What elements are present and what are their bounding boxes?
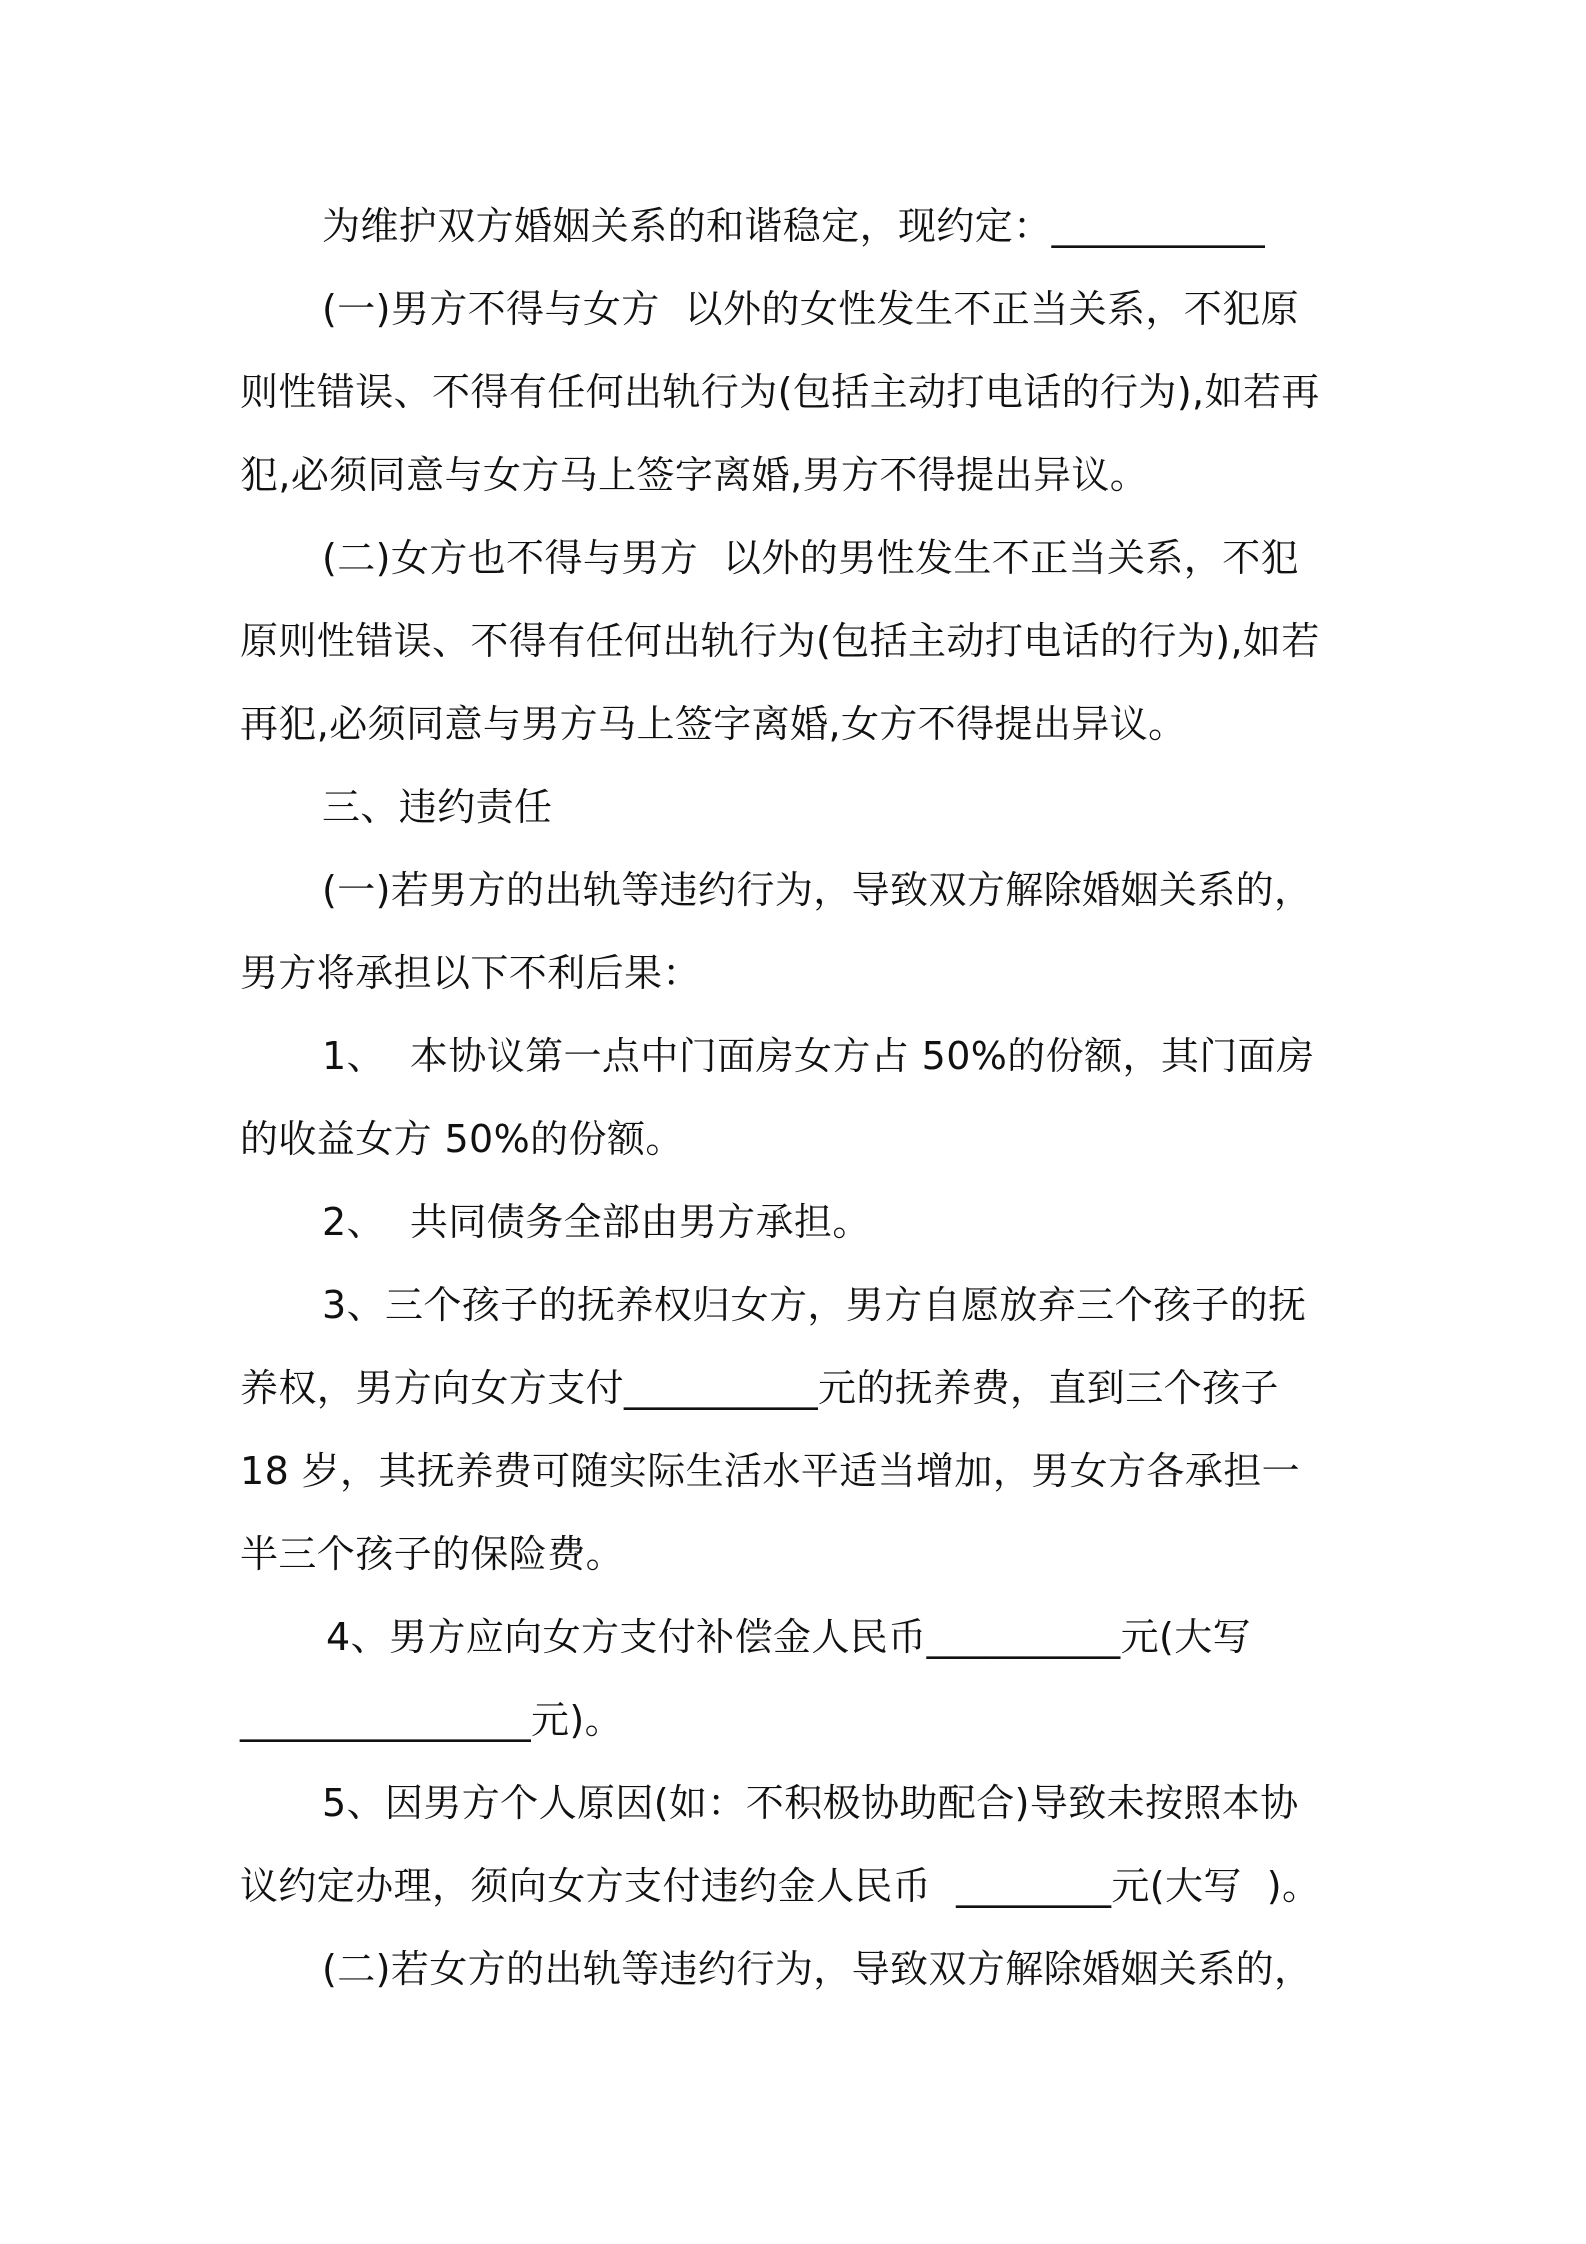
clause-1-line-3: 犯,必须同意与女方马上签字离婚,男方不得提出异议。 [240,453,1149,497]
item-1-line-1: 1、 本协议第一点中门面房女方占 50%的份额，其门面房 [322,1034,1315,1078]
item-4-line-2: _______________元)。 [240,1698,624,1742]
item-1-line-2: 的收益女方 50%的份额。 [240,1117,684,1161]
clause-1-line-2: 则性错误、不得有任何出轨行为(包括主动打电话的行为),如若再 [240,370,1320,414]
clause-1-line-1: (一)男方不得与女方 以外的女性发生不正当关系，不犯原 [322,287,1300,331]
clause-2-line-1: (二)女方也不得与男方 以外的男性发生不正当关系，不犯 [322,536,1300,580]
item-5-line-1: 5、因男方个人原因(如：不积极协助配合)导致未按照本协 [322,1781,1299,1825]
liability-2-line-1: (二)若女方的出轨等违约行为，导致双方解除婚姻关系的， [322,1947,1313,1991]
liability-1-line-1: (一)若男方的出轨等违约行为，导致双方解除婚姻关系的， [322,868,1313,912]
item-3-line-4: 半三个孩子的保险费。 [240,1532,625,1576]
item-2-line-1: 2、 共同债务全部由男方承担。 [322,1200,871,1244]
item-3-line-1: 3、三个孩子的抚养权归女方，男方自愿放弃三个孩子的抚 [322,1283,1307,1327]
clause-2-line-2: 原则性错误、不得有任何出轨行为(包括主动打电话的行为),如若 [240,619,1320,663]
section-heading-liability: 三、违约责任 [322,785,553,829]
liability-1-line-2: 男方将承担以下不利后果： [240,951,701,995]
item-5-line-2: 议约定办理，须向女方支付违约金人民币 ________元(大写 )。 [240,1864,1321,1908]
item-3-line-3: 18 岁，其抚养费可随实际生活水平适当增加，男女方各承担一 [240,1449,1301,1493]
item-3-line-2: 养权，男方向女方支付__________元的抚养费，直到三个孩子 [240,1366,1279,1410]
paragraph-agreement-intro: 为维护双方婚姻关系的和谐稳定，现约定：___________ [322,204,1266,248]
item-4-line-1: 4、男方应向女方支付补偿金人民币__________元(大写 [326,1615,1252,1659]
clause-2-line-3: 再犯,必须同意与男方马上签字离婚,女方不得提出异议。 [240,702,1187,746]
